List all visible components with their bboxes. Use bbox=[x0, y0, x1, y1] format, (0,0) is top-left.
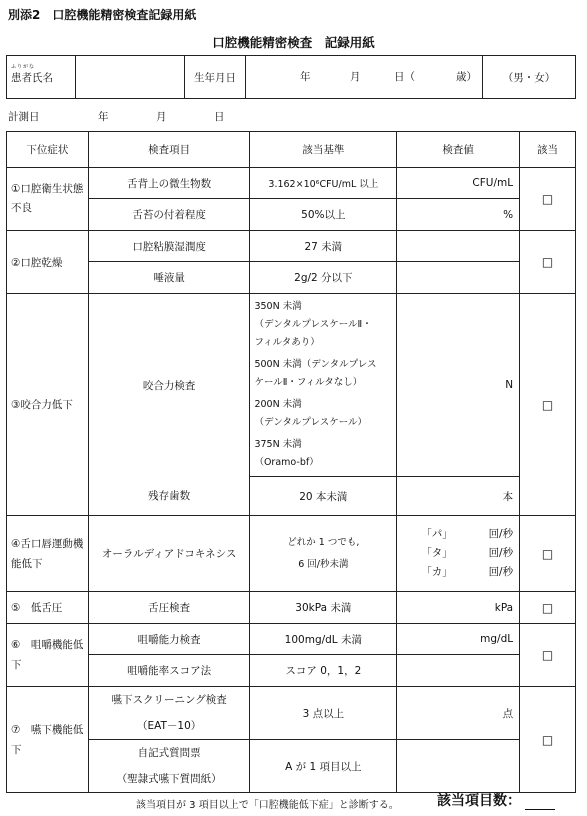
dob-day: 日（ bbox=[394, 71, 415, 83]
header-symptom: 下位症状 bbox=[7, 132, 89, 168]
checkbox-tongue-pressure[interactable]: □ bbox=[520, 592, 576, 624]
criteria-line: どれか 1 つでも, bbox=[287, 536, 360, 548]
criteria-line: 200N 未満 bbox=[254, 399, 302, 410]
value-remaining-teeth[interactable]: 本 bbox=[397, 477, 520, 516]
criteria-chewing-score: スコア 0，1，2 bbox=[250, 655, 397, 687]
measure-date-line bbox=[8, 109, 225, 124]
applicable-count-field[interactable] bbox=[525, 795, 555, 810]
item-ddk: オーラルディアドコキネシス bbox=[88, 516, 250, 592]
measure-date-day: 日 bbox=[214, 111, 225, 123]
item-line: （聖隷式嚥下質問紙） bbox=[116, 773, 222, 785]
value-ddk[interactable] bbox=[397, 516, 520, 592]
measure-date-label: 計測日 bbox=[8, 111, 40, 123]
exam-table bbox=[6, 131, 576, 793]
item-tongue-coating: 舌苔の付着程度 bbox=[88, 199, 250, 231]
criteria-tongue-pressure: 30kPa 未満 bbox=[250, 592, 397, 624]
item-line: 自記式質問票 bbox=[137, 747, 201, 759]
checkbox-dryness[interactable]: □ bbox=[520, 231, 576, 294]
item-remaining-teeth: 残存歯数 bbox=[88, 477, 250, 516]
patient-name-field[interactable] bbox=[76, 56, 185, 99]
patient-name-label: 患者氏名 bbox=[11, 71, 53, 84]
dob-year: 年 bbox=[300, 71, 311, 83]
measure-date-month: 月 bbox=[156, 111, 167, 123]
criteria-remaining-teeth: 20 本未満 bbox=[250, 477, 397, 516]
item-mucosa-moisture: 口腔粘膜湿潤度 bbox=[88, 231, 250, 262]
criteria-line: （Oramo-bf） bbox=[254, 457, 319, 468]
value-seirei[interactable] bbox=[397, 740, 520, 793]
applicable-count bbox=[437, 790, 555, 810]
criteria-line: （デンタルプレスケールⅡ・ bbox=[254, 319, 372, 330]
criteria-tongue-microbes: 3.162×10⁶CFU/mL 以上 bbox=[250, 168, 397, 199]
criteria-line: 350N 未満 bbox=[254, 301, 302, 312]
value-bite-force[interactable]: N bbox=[397, 294, 520, 477]
applicable-count-label: 該当項目数： bbox=[437, 793, 521, 809]
checkbox-chewing[interactable]: □ bbox=[520, 624, 576, 687]
measure-date-year: 年 bbox=[98, 111, 109, 123]
value-tongue-microbes[interactable]: CFU/mL bbox=[397, 168, 520, 199]
criteria-line: フィルタあり） bbox=[254, 337, 320, 348]
symptom-motor: ④舌口唇運動機能低下 bbox=[7, 516, 89, 592]
criteria-line: 375N 未満 bbox=[254, 439, 302, 450]
dob-age: 歳） bbox=[456, 71, 477, 83]
criteria-line: 6 回/秒未満 bbox=[298, 558, 349, 570]
item-saliva: 唾液量 bbox=[88, 262, 250, 294]
header-applicable: 該当 bbox=[520, 132, 576, 168]
ddk-ka-row: 「カ」 回/秒 bbox=[421, 566, 514, 578]
criteria-ddk bbox=[250, 516, 397, 592]
dob-month: 月 bbox=[350, 71, 361, 83]
value-chewing-ability[interactable]: mg/dL bbox=[397, 624, 520, 655]
criteria-bite-force bbox=[250, 294, 397, 477]
dob-field[interactable] bbox=[246, 56, 483, 99]
value-tongue-pressure[interactable]: kPa bbox=[397, 592, 520, 624]
patient-name-ruby: ふりがな bbox=[11, 63, 36, 70]
sex-select[interactable]: （男・女） bbox=[483, 56, 576, 99]
attachment-label: 別添2 口腔機能精密検査記録用紙 bbox=[8, 8, 197, 22]
criteria-seirei: A が 1 項目以上 bbox=[250, 740, 397, 793]
criteria-mucosa-moisture: 27 未満 bbox=[250, 231, 397, 262]
symptom-swallow: ⑦ 嚥下機能低下 bbox=[7, 687, 89, 793]
criteria-chewing-ability: 100mg/dL 未満 bbox=[250, 624, 397, 655]
dob-label: 生年月日 bbox=[185, 56, 246, 99]
item-eat10 bbox=[88, 687, 250, 740]
header-criteria: 該当基準 bbox=[250, 132, 397, 168]
criteria-eat10: 3 点以上 bbox=[250, 687, 397, 740]
item-seirei bbox=[88, 740, 250, 793]
value-eat10[interactable]: 点 bbox=[397, 687, 520, 740]
checkbox-swallow[interactable]: □ bbox=[520, 687, 576, 793]
symptom-chewing: ⑥ 咀嚼機能低下 bbox=[7, 624, 89, 687]
symptom-dryness: ②口腔乾燥 bbox=[7, 231, 89, 294]
value-saliva[interactable] bbox=[397, 262, 520, 294]
header-item: 検査項目 bbox=[88, 132, 250, 168]
value-chewing-score[interactable] bbox=[397, 655, 520, 687]
ddk-ta-row: 「タ」 回/秒 bbox=[421, 547, 514, 559]
checkbox-motor[interactable]: □ bbox=[520, 516, 576, 592]
diagnosis-note: 該当項目が 3 項目以上で「口腔機能低下症」と診断する。 bbox=[136, 800, 399, 811]
item-tongue-pressure: 舌圧検査 bbox=[88, 592, 250, 624]
ddk-pa-row: 「パ」 回/秒 bbox=[421, 528, 514, 540]
checkbox-hygiene[interactable]: □ bbox=[520, 168, 576, 231]
item-tongue-microbes: 舌背上の微生物数 bbox=[88, 168, 250, 199]
item-chewing-score: 咀嚼能率スコア法 bbox=[88, 655, 250, 687]
criteria-line: 500N 未満（デンタルプレス bbox=[254, 359, 377, 370]
checkbox-bite[interactable]: □ bbox=[520, 294, 576, 516]
value-mucosa-moisture[interactable] bbox=[397, 231, 520, 262]
value-tongue-coating[interactable]: % bbox=[397, 199, 520, 231]
header-value: 検査値 bbox=[397, 132, 520, 168]
item-line: （EAT－10） bbox=[136, 720, 202, 732]
item-chewing-ability: 咀嚼能力検査 bbox=[88, 624, 250, 655]
criteria-line: ケールⅡ・フィルタなし） bbox=[254, 377, 363, 388]
item-line: 嚥下スクリーニング検査 bbox=[111, 694, 227, 706]
symptom-hygiene: ①口腔衛生状態不良 bbox=[7, 168, 89, 231]
item-bite-force: 咬合力検査 bbox=[88, 294, 250, 477]
criteria-line: （デンタルプレスケール） bbox=[254, 417, 368, 428]
patient-name-label-cell bbox=[7, 56, 76, 99]
patient-info-table bbox=[6, 55, 576, 99]
page-title: 口腔機能精密検査 記録用紙 bbox=[212, 35, 375, 50]
criteria-saliva: 2g/2 分以下 bbox=[250, 262, 397, 294]
symptom-tongue-pressure: ⑤ 低舌圧 bbox=[7, 592, 89, 624]
symptom-bite: ③咬合力低下 bbox=[7, 294, 89, 516]
criteria-tongue-coating: 50%以上 bbox=[250, 199, 397, 231]
